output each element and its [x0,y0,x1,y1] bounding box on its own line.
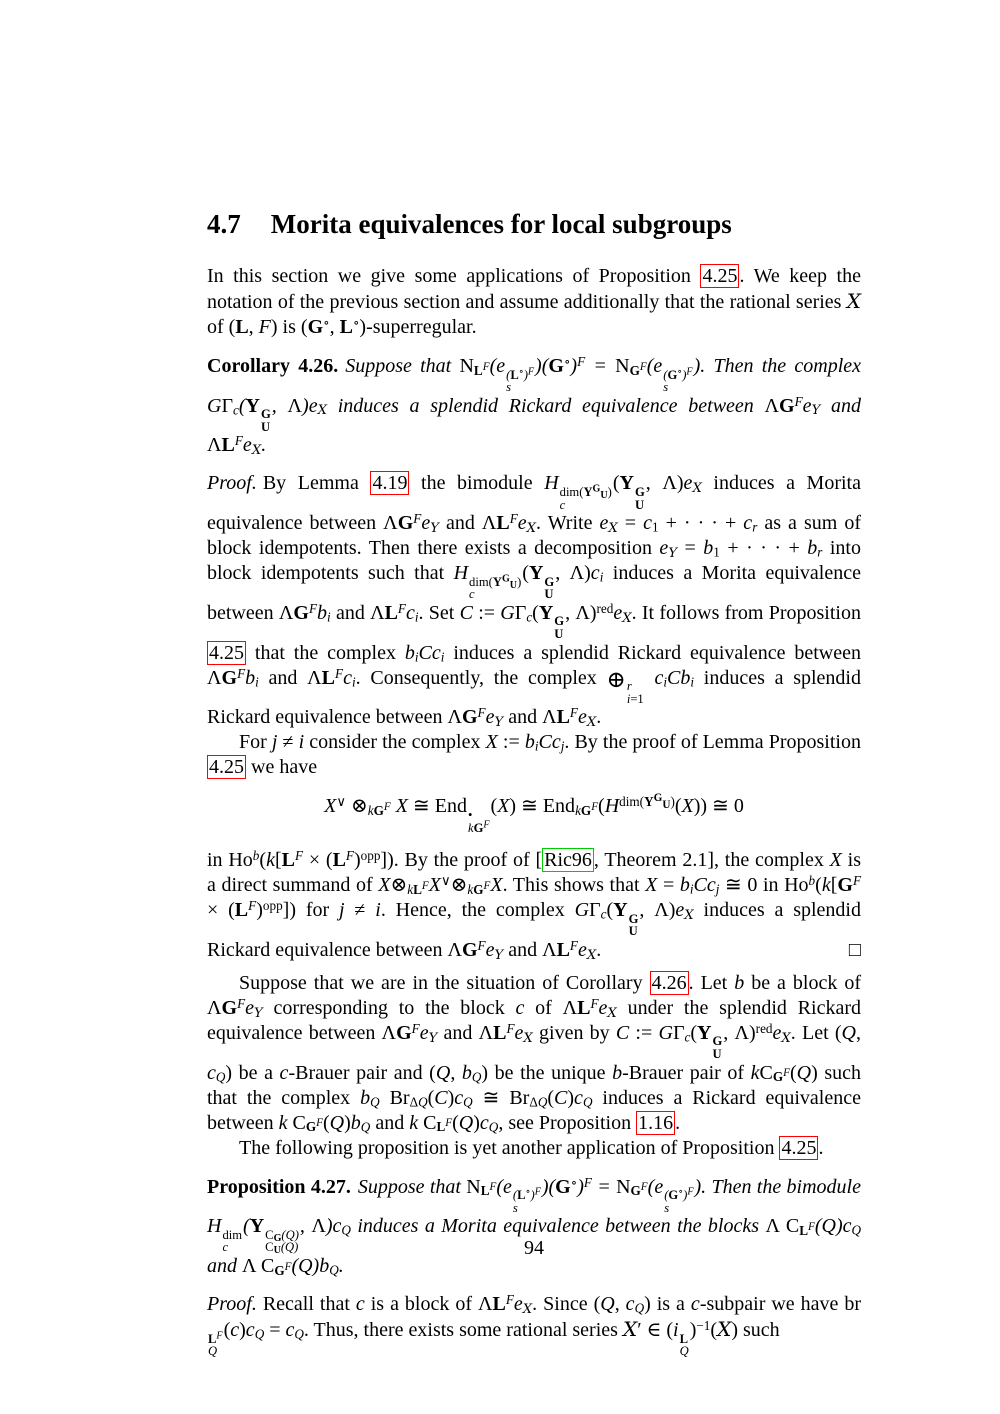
proof-proposition [207,1292,861,1358]
cite-link-ric96[interactable]: Ric96 [544,849,592,872]
page-number: 94 [524,1237,544,1259]
ref-link-4-25[interactable]: 4.25 [702,265,738,287]
proposition-label: Proposition 4.27. [207,1175,351,1198]
section-title: Morita equivalences for local subgroups [270,209,732,239]
ref-link-4-25[interactable]: 4.25 [781,1136,817,1159]
text-column [207,208,861,1358]
section-heading [207,208,861,240]
ref-link-4-25[interactable]: 4.25 [209,756,244,779]
display-equation: X∨ $\otimes_{kG^F}$ X ≅ End • $kG^F$ (X) ≅ $End_{kG^F}(H^{dim(Y^G_U)}(X))$ ≅ 0 [324,792,744,835]
proof-body: Recall that c is a block of $\Lambda L^Fe_X$. Since (Q, $c_Q$) is a c-subpair we have br $L^F$ Q $(c)c_Q = c_Q$. Thus, there exists some rational series X′ ∈ (i L Q )$^{-1}$(X) such [208,1292,862,1359]
qed-symbol: □ [848,938,861,961]
corollary-4-26 [207,354,861,458]
proof-corollary [207,471,861,730]
ref-link-4-25[interactable]: 4.25 [209,641,244,664]
ref-link-4-26[interactable]: 4.26 [651,971,687,994]
proof-body: By Lemma 4.19 the bimodule H $dim(Y^G_U)$ c (Y G U , $\Lambda)e_X$ induces a Morita equivalence between $\Lambda G^Fe_Y$ and $\Lambda L^Fe_X$. Write $e_X = c_1$ + · · · + $c_r$ as a sum of block idempotents. Then there exists a decomposition $e_Y = b_1$ + · · · + $b_r$ into block idempotents such that H $dim(Y^G_U)$ c (Y G U , $\Lambda)c_i$ induces a Morita equivalence between $\Lambda G^Fb_i$ and $\Lambda L^Fc_i$. Set C := $G\Gamma_c(Y$ G U , $\Lambda)^{red}e_X$. It follows from Proposition 4.25 that the complex $b_iCc_i$ induces a splendid Rickard equivalence between $\Lambda G^Fb_i$ and $\Lambda L^Fc_i$. Consequently, the complex ⊕ r i=1 $c_iCb_i$ induces a splendid Rickard equivalence between $\Lambda G^Fe_Y$ and $\Lambda L^Fe_X$. [207,472,861,731]
paragraph-following: The following proposition is yet another application of Proposition 4.25 . [239,1136,824,1159]
paragraph-for-j: For j ≠ i consider the complex X := $b_iCc_j$. By the proof of Lemma Proposition 4.25 we have [209,731,861,779]
ref-link-4-19[interactable]: 4.19 [372,472,408,495]
section-number: 4.7 [207,209,241,239]
proposition-4-27 [207,1175,861,1279]
corollary-label: Corollary 4.26. [207,355,339,377]
corollary-body: Suppose that $N_{L^F}(e$ $(L^\circ)^F$ s )$(G^\circ)^F = N_{G^F}(e$ $(G^\circ)^F$ s ). Then the complex $G\Gamma_c(Y$ G U , $\Lambda)e_X$ induces a splendid Rickard equivalence between $\Lambda G^Fe_Y$ and $\Lambda L^Fe_X$. [207,354,862,459]
paragraph-in-hob: in $Ho^b(k[L^F \times (L^F)^{opp}])$. By the proof of [ Ric96 , Theorem 2.1], the complex X is a direct summand of $X\otimes_{kL^F}X^\vee\otimes_{kG^F}X$. This shows that $X = b_iCc_j$ ≅ 0 in $Ho^b(k[G^F \times (L^F)^{opp}])$ for j ≠ i. Hence, the complex $G\Gamma_c(Y$ G U , $\Lambda)e_X$ induces a splendid Rickard equivalence between $\Lambda G^Fe_Y$ and $\Lambda L^Fe_X$. □ [207,848,862,963]
paragraph-intro: In this section we give some applications of Proposition 4.25 . We keep the notation of the previous section and assume additionally that the rational series X of (L, F) is (G∘, L∘)-superregular. [207,265,861,338]
proof-label: Proof. [207,1293,257,1316]
paragraph-suppose: Suppose that we are in the situation of Corollary 4.26 . Let b be a block of $\Lambda G^Fe_Y$ corresponding to the block c of $\Lambda L^Fe_X$ under the splendid Rickard equivalence between $\Lambda G^Fe_Y$ and $\Lambda L^Fe_X$ given by C := $G\Gamma_c(Y$ G U , $\Lambda)^{red}e_X$. Let (Q, $c_Q$) be a c-Brauer pair and (Q, $b_Q$) be the unique b-Brauer pair of $kC_{G^F}(Q)$ such that the complex $b_Q$ $Br_{\Delta Q}(C)c_Q$ ≅ $Br_{\Delta Q}(C)c_Q$ induces a Rickard equivalence between k $C_{G^F}(Q)b_Q$ and k $C_{L^F}(Q)c_Q$, see Proposition 1.16 . [207,971,862,1135]
ref-link-1-16[interactable]: 1.16 [638,1111,674,1134]
proof-label: Proof. [207,472,257,495]
proposition-body: Suppose that $N_{L^F}(e$ $(L^\circ)^F$ s )$(G^\circ)^F = N_{G^F}(e$ $(G^\circ)^F$ s ). Then the bimodule H dim c (Y $C_G(Q)$ $C_U(Q)$ , $\Lambda)c_Q$ induces a Morita equivalence between the blocks Λ $C_{L^F}(Q)c_Q$ and Λ $C_{G^F}(Q)b_Q$. [207,1174,862,1278]
